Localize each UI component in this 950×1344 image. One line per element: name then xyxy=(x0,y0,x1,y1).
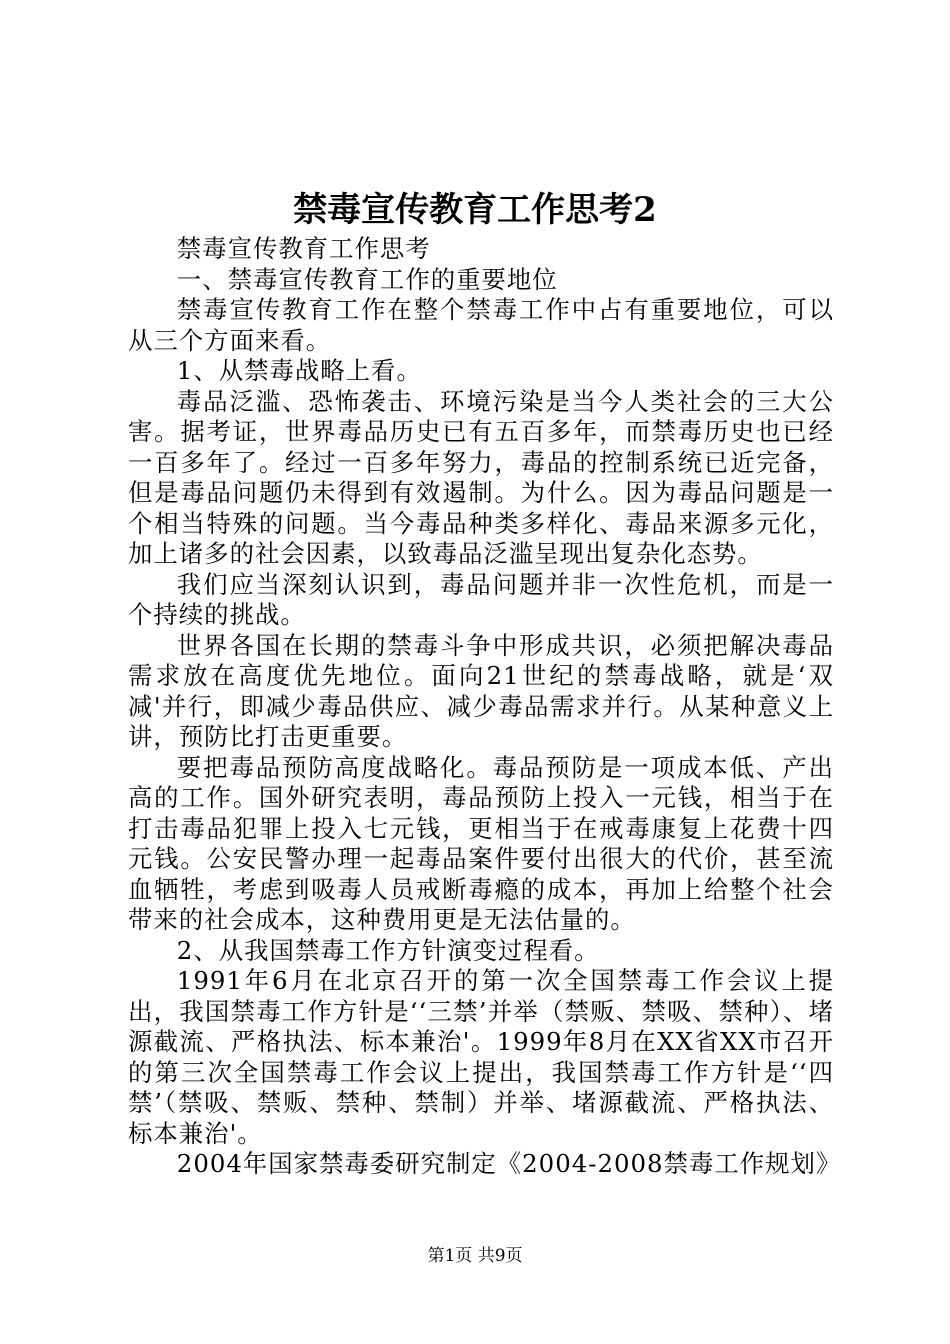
paragraph: 禁毒宣传教育工作在整个禁毒工作中占有重要地位，可以从三个方面来看。 xyxy=(128,295,834,355)
paragraph: 世界各国在长期的禁毒斗争中形成共识，必须把解决毒品需求放在高度优先地位。面向21世纪的禁毒战略，就是‘双减'并行，即减少毒品供应、减少毒品需求并行。从某种意义上讲，预防比打击更重要。 xyxy=(128,630,834,751)
paragraph: 我们应当深刻认识到，毒品问题并非一次性危机，而是一个持续的挑战。 xyxy=(128,569,834,629)
paragraph: 1、从禁毒战略上看。 xyxy=(176,356,422,385)
paragraph: 2004年国家禁毒委研究制定《2004-2008禁毒工作规划》 xyxy=(176,1149,842,1178)
paragraph: 2、从我国禁毒工作方针演变过程看。 xyxy=(176,935,600,965)
paragraph: 一、禁毒宣传教育工作的重要地位 xyxy=(176,264,558,294)
paragraph: 禁毒宣传教育工作思考 xyxy=(176,234,431,263)
paragraph: 毒品泛滥、恐怖袭击、环境污染是当今人类社会的三大公害。据考证，世界毒品历史已有五百多年，而禁毒历史也已经一百多年了。经过一百多年努力，毒品的控制系统已近完备，但是毒品问题仍未得到有效遏制。为什么。因为毒品问题是一个相当特殊的问题。当今毒品种类多样化、毒品来源多元化，加上诸多的社会因素，以致毒品泛滥呈现出复杂化态势。 xyxy=(128,386,834,568)
document-title: 禁毒宣传教育工作思考2 xyxy=(293,190,657,230)
page-footer: 第1页 共9页 xyxy=(427,1246,523,1266)
paragraph: 要把毒品预防高度战略化。毒品预防是一项成本低、产出高的工作。国外研究表明，毒品预防上投入一元钱，相当于在打击毒品犯罪上投入七元钱，更相当于在戒毒康复上花费十四元钱。公安民警办理一起毒品案件要付出很大的代价，甚至流血牺牲，考虑到吸毒人员戒断毒瘾的成本，再加上给整个社会带来的社会成本，这种费用更是无法估量的。 xyxy=(128,752,834,934)
document-body xyxy=(128,234,842,1180)
paragraph: 1991年6月在北京召开的第一次全国禁毒工作会议上提出，我国禁毒工作方针是‘‘三禁’并举（禁贩、禁吸、禁种）、堵源截流、严格执法、标本兼治'。1999年8月在XX省XX市召开的第三次全国禁毒工作会议上提出，我国禁毒工作方针是‘‘四禁’（禁吸、禁贩、禁种、禁制）并举、堵源截流、严格执法、标本兼治'。 xyxy=(128,966,834,1148)
